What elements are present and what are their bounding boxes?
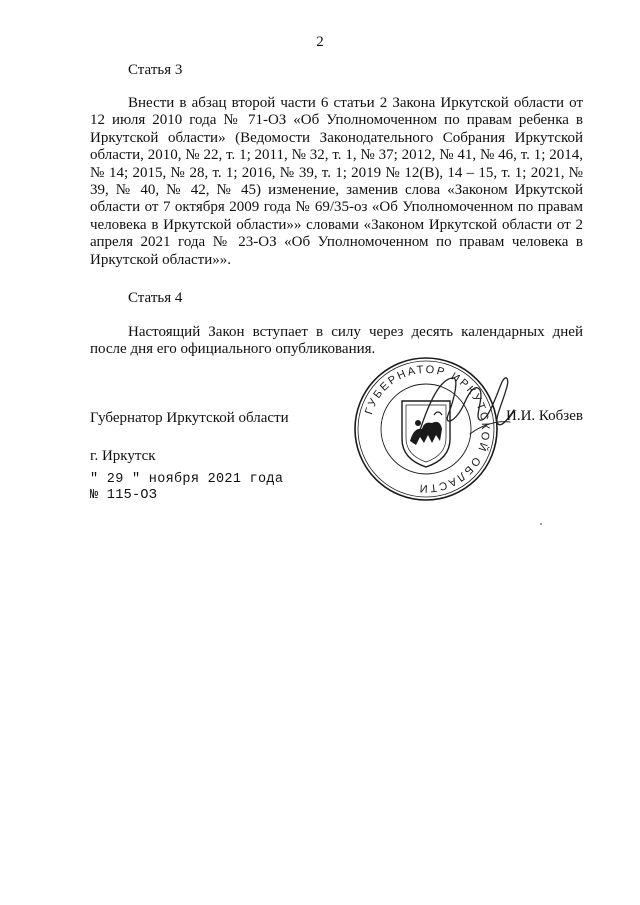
signatory-name: И.И. Кобзев bbox=[506, 408, 583, 424]
page-number: 2 bbox=[316, 34, 324, 50]
article-3-text: Внести в абзац второй части 6 статьи 2 Закона Иркутской области от 12 июля 2010 года № 71-ОЗ «Об Уполномоченном по правам ребенка в Иркутской области» (Ведомости Законодательного Собрания Иркутской области, 2010, № 22, т. 1; 2011, № 32, т. 1, № 37; 2012, № 41, № 46, т. 1; 2014, № 14; 2015, № 28, т. 1; 2016, № 39, т. 1; 2019 № 12(В), 14 – 15, т. 1; 2021, № 39, № 40, № 42, № 45) изменение, заменив слова «Законом Иркутской области от 7 октября 2009 года № 69/35-оз «Об Уполномоченном по правам человека в Иркутской области»» словами «Законом Иркутской области от 2 апреля 2021 года № 23-ОЗ «Об Уполномоченном по правам человека в Иркутской области»». bbox=[90, 95, 583, 268]
scan-speck bbox=[540, 523, 542, 525]
law-number: № 115-ОЗ bbox=[90, 488, 158, 503]
article-3-heading: Статья 3 bbox=[128, 62, 183, 78]
seal-ring-text: ГУБЕРНАТОР ИРКУТСКОЙ ОБЛАСТИ bbox=[363, 363, 492, 495]
signatory-position: Губернатор Иркутской области bbox=[90, 410, 289, 426]
article-4-heading: Статья 4 bbox=[128, 290, 183, 306]
article-4-text: Настоящий Закон вступает в силу через десять календарных дней после дня его официального опубликования. bbox=[90, 324, 583, 358]
city: г. Иркутск bbox=[90, 448, 156, 464]
handwritten-signature bbox=[410, 360, 520, 450]
law-date: " 29 " ноября 2021 года bbox=[90, 472, 284, 487]
